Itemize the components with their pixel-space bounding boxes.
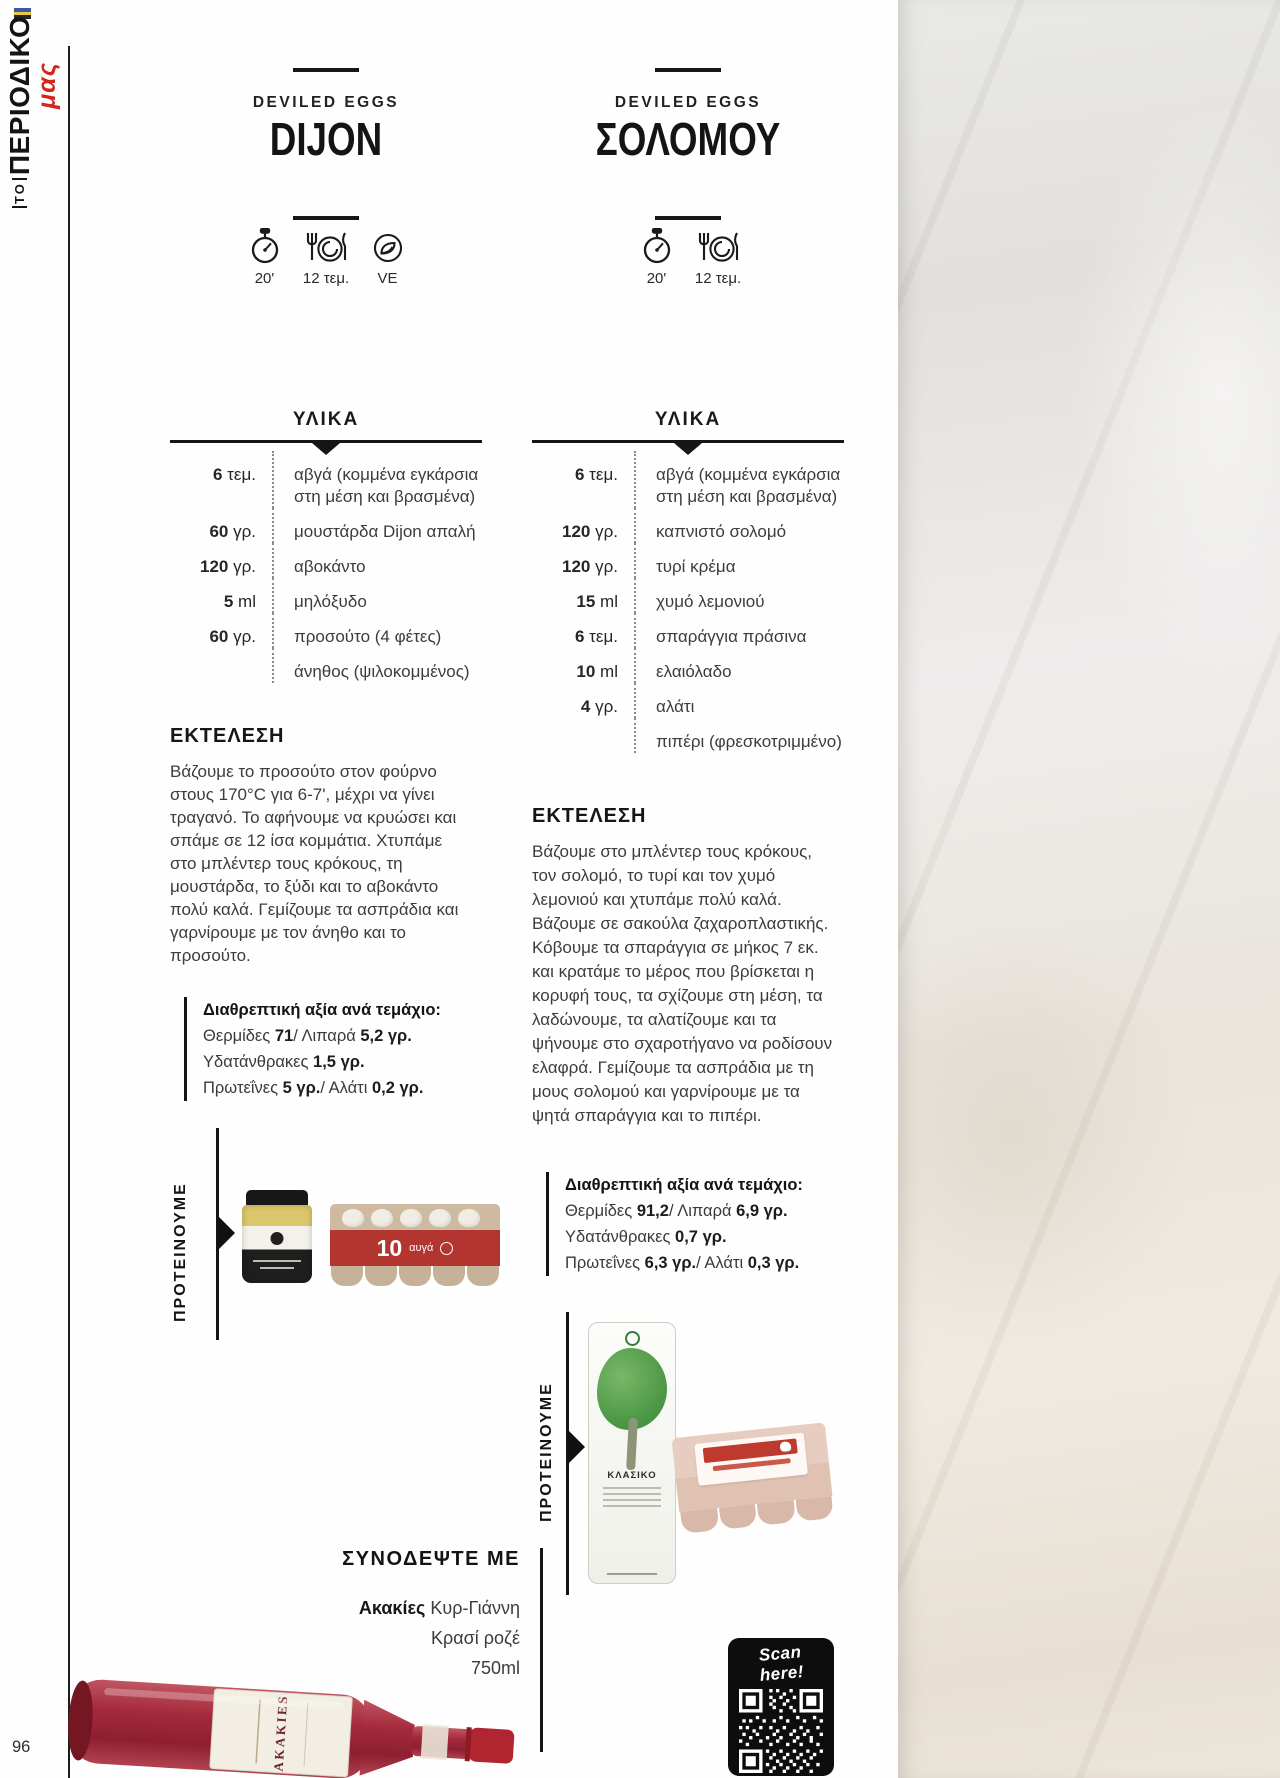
meta-vegetarian — [366, 228, 410, 287]
arrow-right-icon — [218, 1216, 235, 1250]
timer-icon — [243, 228, 287, 265]
ingredient-row: 60 γρ. μουστάρδα Dijon απαλή — [170, 508, 482, 543]
meta-time — [243, 228, 287, 287]
egg-carton-cups — [330, 1266, 500, 1286]
brand-logo — [4, 15, 61, 212]
ingredients-divider — [532, 440, 844, 443]
jar-label-logo — [271, 1232, 284, 1245]
meta-time-label: 20' — [254, 270, 275, 287]
ingredients-divider — [170, 440, 482, 443]
title-bar-top — [655, 68, 721, 72]
hen-logo-icon — [779, 1441, 791, 1452]
oil-tin-text-lines — [603, 1487, 661, 1507]
egg-carton-2-product-image — [672, 1422, 839, 1569]
nutrition-line: Θερμίδες 91,2/ Λιπαρά 6,9 γρ. — [565, 1202, 788, 1220]
vegetarian-leaf-icon — [366, 228, 410, 265]
ingredient-row: 10 ml ελαιόλαδο — [532, 648, 844, 683]
plate-cutlery-icon — [303, 228, 350, 265]
recipe-title: ΣΟΛΟΜΟΥ — [595, 113, 781, 165]
nutrition-line: Υδατάνθρακες 0,7 γρ. — [565, 1228, 727, 1246]
ingredients-title: ΥΛΙΚΑ — [292, 409, 360, 430]
title-bar-bottom — [293, 216, 359, 220]
olive-tree-illustration — [589, 1348, 675, 1466]
ingredients-table — [170, 451, 482, 683]
ingredient-row: άνηθος (ψιλοκομμένος) — [170, 648, 482, 683]
nutrition-line: Θερμίδες 71/ Λιπαρά 5,2 γρ. — [203, 1027, 412, 1045]
mustard-jar-product-image — [240, 1190, 314, 1284]
nutrition-line: Υδατάνθρακες 1,5 γρ. — [203, 1053, 365, 1071]
ingredient-row: 6 τεμ. αβγά (κομμένα εγκάρσια στη μέση και βρασμένα) — [170, 451, 482, 508]
pairing-product-volume: 750ml — [470, 1658, 520, 1678]
egg-word: αυγά — [409, 1241, 434, 1254]
execution-text: Βάζουμε το προσούτο στον φούρνο στους 170°C για 6-7', μέχρι να γίνει τραγανό. Το αφήνουμε να κρυώσει και σπάμε σε 12 ίσα κομμάτια. Χτυπάμε στο μπλέντερ τους κρόκους, τη μουστάρδα, το ξύδι και το αβοκάντο πολύ καλά. Γεμίζουμε τα ασπράδια και γαρνίρουμε με τον άνηθο και το προσούτο. — [170, 762, 459, 965]
pairing-block — [280, 1548, 520, 1683]
ingredient-row: 5 ml μηλόξυδο — [170, 578, 482, 613]
ingredient-row: 120 γρ. τυρί κρέμα — [532, 543, 844, 578]
ingredient-row: 120 γρ. αβοκάντο — [170, 543, 482, 578]
wine-bottle-product-image — [60, 1671, 543, 1778]
jar-lid — [246, 1190, 308, 1206]
brand-logo-title — [4, 15, 35, 208]
brand-logo-accent: μας — [33, 62, 61, 109]
egg-carton-product-image — [330, 1204, 500, 1286]
ingredients-section — [170, 409, 482, 683]
recipe-column-dijon — [170, 60, 482, 1101]
page-number: 96 — [12, 1738, 31, 1756]
nutrition-box — [546, 1172, 844, 1276]
nutrition-box — [184, 997, 482, 1101]
nutrition-title: Διαθρεπτική αξία ανά τεμάχιο: — [565, 1176, 803, 1194]
ingredient-row: 4 γρ. αλάτι — [532, 683, 844, 718]
recipe-title: DIJON — [269, 113, 383, 165]
recipe-meta — [532, 228, 844, 287]
plate-cutlery-icon — [695, 228, 742, 265]
triangle-down-marker — [312, 443, 340, 455]
suggest-label: ΠΡΟΤΕΙΝΟΥΜΕ — [538, 1382, 555, 1522]
nutrition-line: Πρωτεΐνες 6,3 γρ./ Αλάτι 0,3 γρ. — [565, 1254, 800, 1272]
organic-cert-icon — [625, 1331, 640, 1346]
execution-text: Βάζουμε στο μπλέντερ τους κρόκους, τον σολομό, το τυρί και τον χυμό λεμονιού και χτυπάμε πολύ καλά. Βάζουμε σε σακούλα ζαχαροπλαστικής. Κόβουμε τα σπαράγγια σε μήκος 7 εκ. και κρατάμε το μέρος που βρίσκεται η κορυφή τους, τα σχίζουμε στη μέση, τα λαδώνουμε, τα αλατίζουμε και τα ψήνουμε στο σχαροτήγανο να ροδίσουν ελαφρά. Γεμίζουμε τα ασπράδια με τη μους σολομού και γαρνίρουμε με τα ψητά σπαράγγια και το πιπέρι. — [532, 842, 833, 1125]
ingredients-title: ΥΛΙΚΑ — [654, 409, 722, 430]
olive-oil-tin-product-image — [588, 1322, 676, 1584]
suggest-block-salmon — [532, 1312, 892, 1598]
ingredient-row: 60 γρ. προσούτο (4 φέτες) — [170, 613, 482, 648]
nutrition-line: Πρωτεΐνες 5 γρ./ Αλάτι 0,2 γρ. — [203, 1079, 424, 1097]
meta-servings — [303, 228, 350, 287]
pairing-title: ΣΥΝΟΔΕΨΤΕ ΜΕ — [342, 1548, 520, 1570]
meta-vegetarian-label: VE — [377, 270, 398, 287]
pairing-product-type: Κρασί ροζέ — [431, 1628, 520, 1648]
oil-tin-label: ΚΛΑΣΙΚΟ — [607, 1470, 657, 1481]
timer-icon — [635, 228, 679, 265]
ingredients-table — [532, 451, 844, 753]
ingredients-section — [532, 409, 844, 753]
egg-carton-label — [330, 1230, 500, 1266]
ingredient-row: 6 τεμ. αβγά (κομμένα εγκάρσια στη μέση και βρασμένα) — [532, 451, 844, 508]
brand-logo-main: ΠΕΡΙΟΔΙΚΟ — [4, 15, 35, 176]
suggest-block-dijon — [170, 1128, 502, 1343]
wine-label-text: AKAKIES — [270, 1693, 291, 1772]
egg-carton-logo — [440, 1242, 453, 1255]
ingredient-row: 120 γρ. καπνιστό σολομό — [532, 508, 844, 543]
ingredient-row: 15 ml χυμό λεμονιού — [532, 578, 844, 613]
title-bar-top — [293, 68, 359, 72]
ingredient-row: πιπέρι (φρεσκοτριμμένο) — [532, 718, 844, 753]
meta-servings-label: 12 τεμ. — [694, 270, 742, 287]
recipe-category: DEVILED EGGS — [614, 94, 762, 111]
scan-here-label: Scan here! — [758, 1642, 805, 1685]
pairing-product-name: Ακακίες Κυρ-Γιάννη — [358, 1598, 520, 1618]
execution-title: ΕΚΤΕΛΕΣΗ — [170, 725, 285, 747]
vertical-rule — [68, 46, 70, 1778]
suggest-label: ΠΡΟΤΕΙΝΟΥΜΕ — [172, 1182, 189, 1322]
brand-logo-prefix: ΤΟ — [12, 178, 27, 208]
recipe-meta — [170, 228, 482, 287]
recipe-column-salmon — [532, 60, 844, 1276]
egg-count: 10 — [376, 1234, 403, 1261]
meta-time-label: 20' — [646, 270, 667, 287]
execution-title: ΕΚΤΕΛΕΣΗ — [532, 805, 647, 827]
triangle-down-marker — [674, 443, 702, 455]
title-bar-bottom — [655, 216, 721, 220]
qr-code — [739, 1689, 823, 1773]
marble-background-photo — [898, 0, 1280, 1778]
recipe-category: DEVILED EGGS — [252, 94, 400, 111]
meta-servings — [695, 228, 742, 287]
arrow-right-icon — [568, 1430, 585, 1464]
egg-carton-eggs — [330, 1204, 500, 1230]
meta-time — [635, 228, 679, 287]
qr-scan-card — [728, 1638, 834, 1776]
nutrition-title: Διαθρεπτική αξία ανά τεμάχιο: — [203, 1001, 441, 1019]
meta-servings-label: 12 τεμ. — [302, 270, 350, 287]
ingredient-row: 6 τεμ. σπαράγγια πράσινα — [532, 613, 844, 648]
